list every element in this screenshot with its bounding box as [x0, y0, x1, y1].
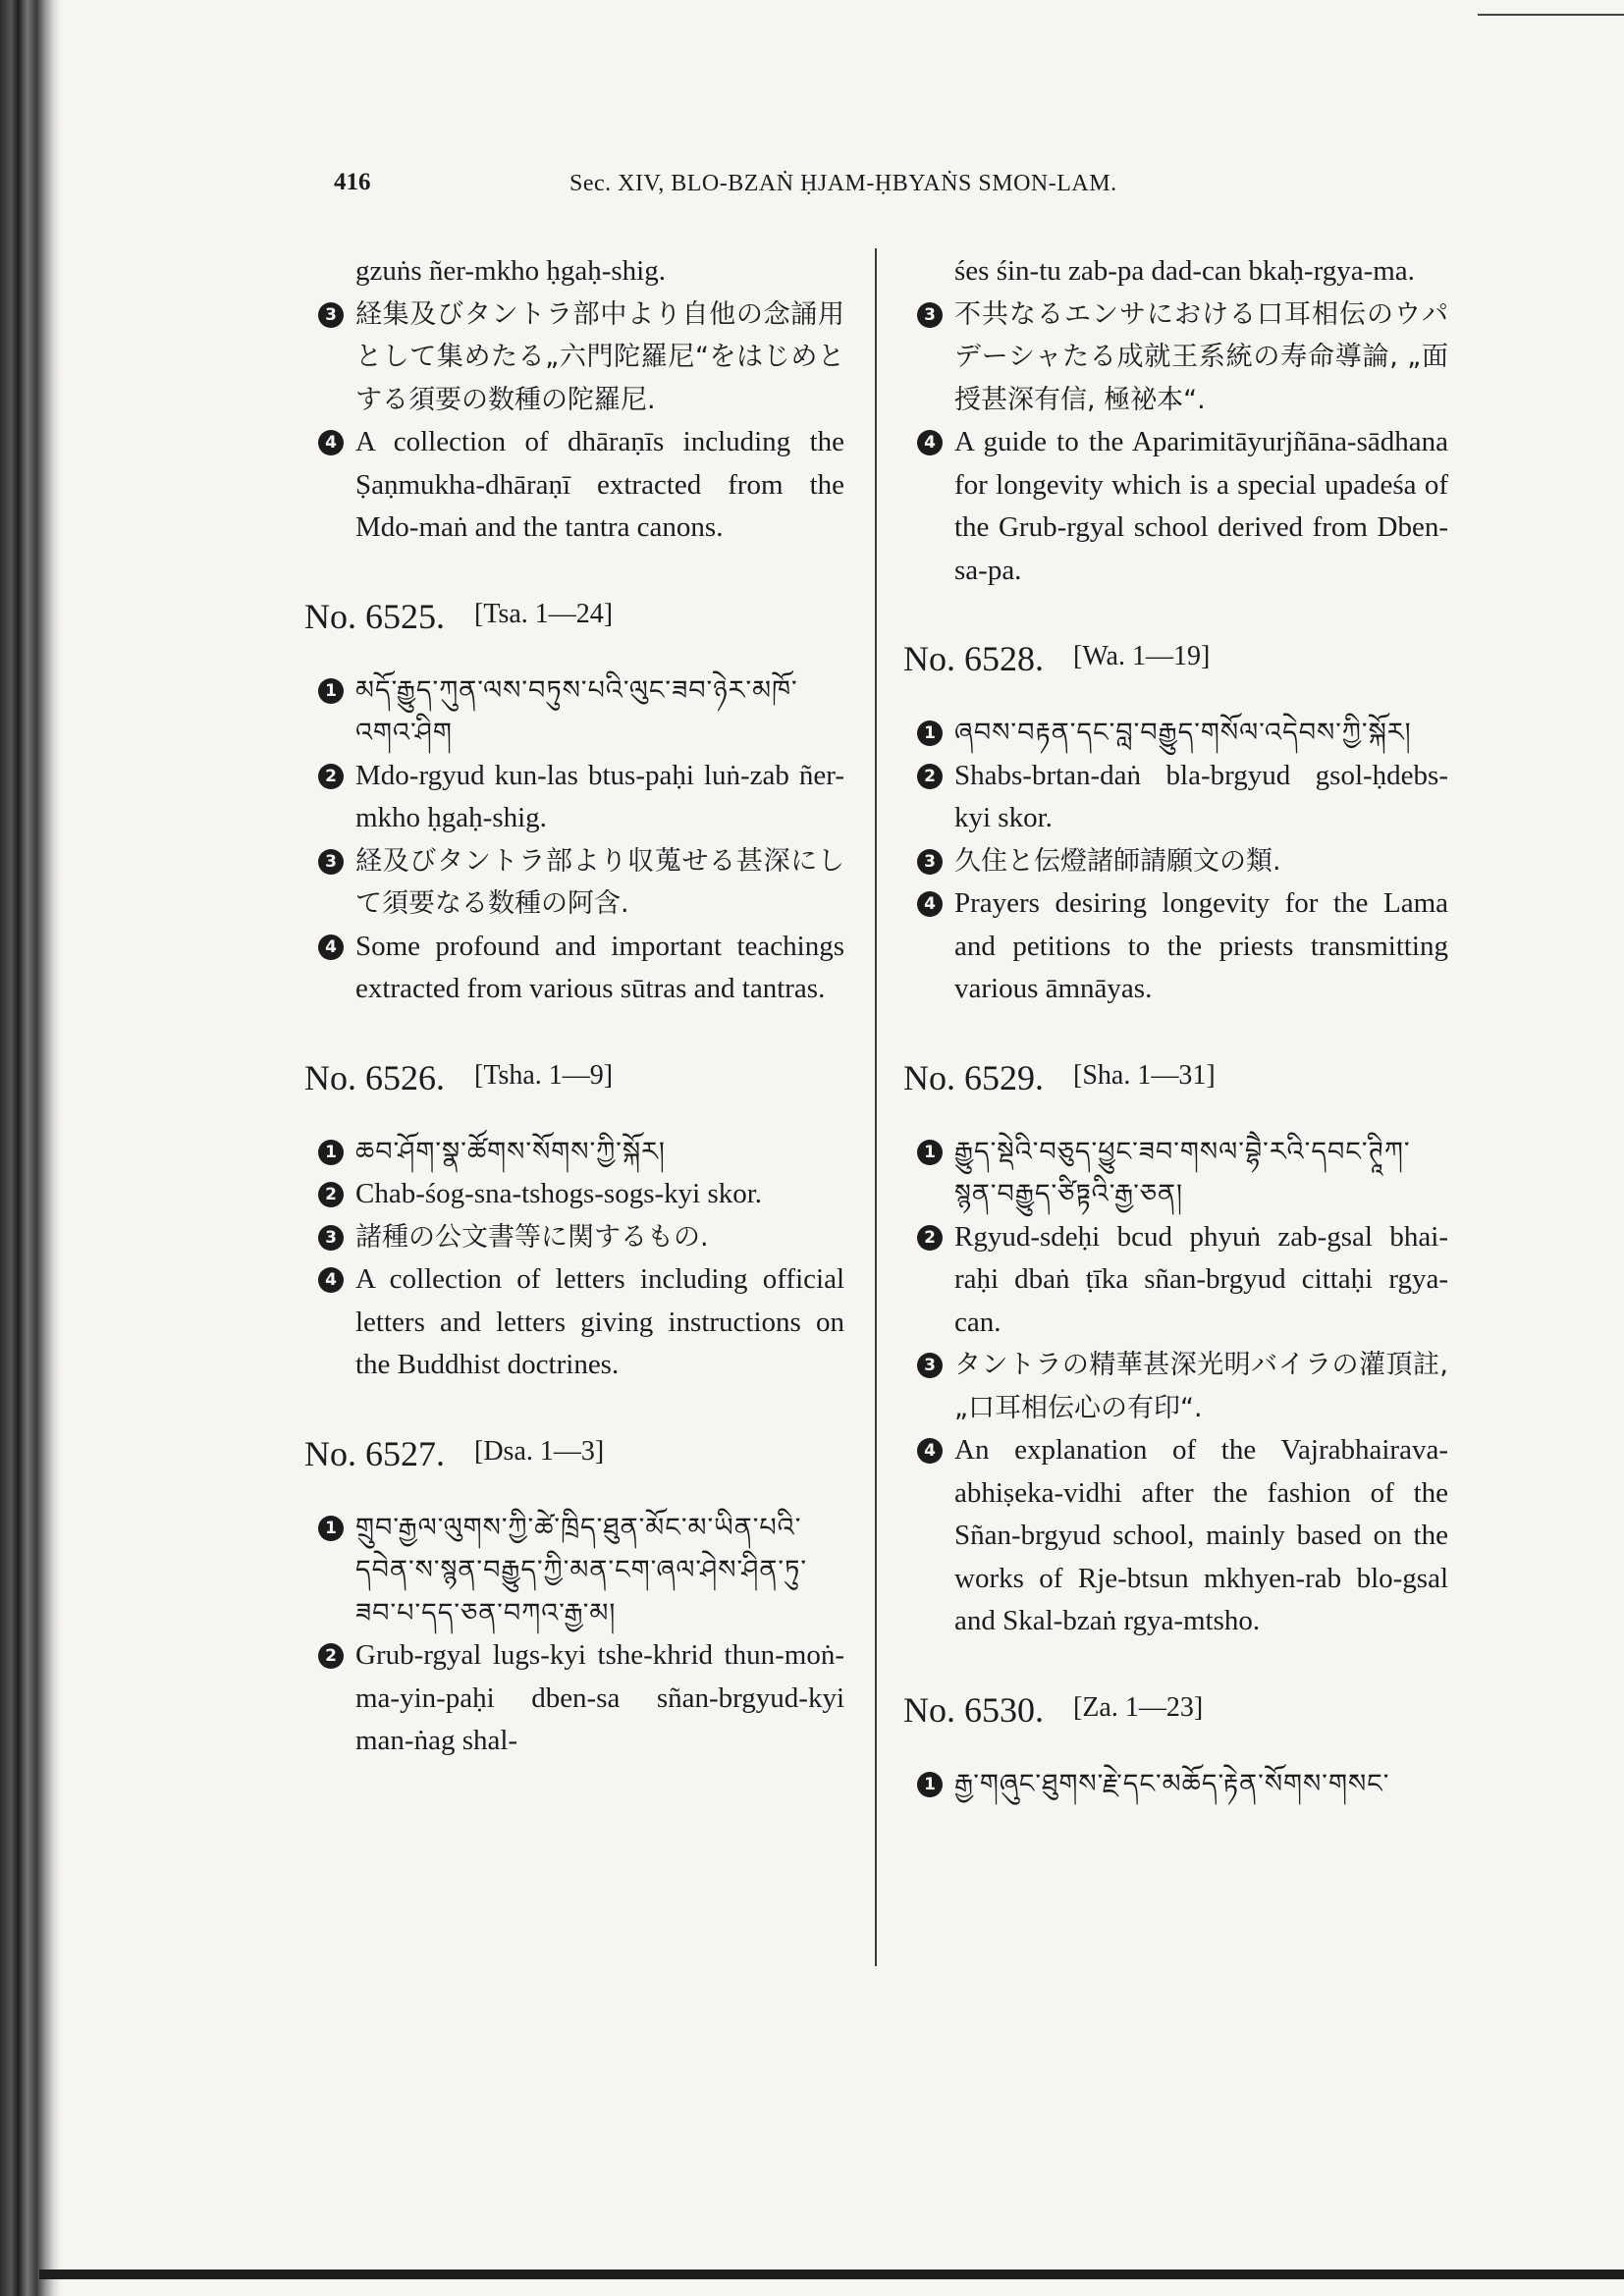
entry-item-4 [304, 421, 844, 550]
circled-number-3: 3 [318, 302, 344, 328]
entry-item-2 [903, 1216, 1448, 1345]
circled-number-3: 3 [917, 849, 943, 875]
entry-number: No. 6529. [903, 1057, 1044, 1097]
entry-item-4 [903, 421, 1448, 592]
page-number: 416 [334, 169, 371, 195]
entry-item-1 [304, 1131, 844, 1174]
circled-number-2: 2 [318, 1182, 344, 1207]
entry-item-3 [903, 840, 1448, 883]
circled-number-4: 4 [917, 430, 943, 455]
entry-item-2 [304, 1173, 844, 1216]
entry-number: No. 6527. [304, 1433, 445, 1473]
circled-number-3: 3 [318, 849, 344, 875]
entry-number: No. 6530. [903, 1689, 1044, 1730]
text: Rgyud-sdeḥi bcud phyuṅ zab-gsal bhai-raḥi dbaṅ ṭīka sñan-brgyud cittaḥi rgya-can. [954, 1220, 1448, 1338]
entry-heading [903, 633, 1448, 682]
circled-number-2: 2 [318, 764, 344, 789]
text: A guide to the Aparimitāyurjñāna-sādhana for longevity which is a special upadeśa of the Grub-rgyal school derived from Dben-sa-pa. [954, 426, 1448, 586]
text: Prayers desiring longevity for the Lama and petitions to the priests transmitting various āmnāyas. [954, 887, 1448, 1004]
circled-number-1: 1 [917, 721, 943, 746]
entry-number: No. 6526. [304, 1057, 445, 1097]
book-spine-shadow [0, 0, 61, 2296]
entry-item-1 [304, 1507, 844, 1635]
tibetan-title: རྒྱུད་སྡེའི་བཅུད་ཕྱུང་ཟབ་གསལ་བྷཻ་རའི་དབང་ཊཱིཀ་སྙན་བརྒྱུད་ཙིཏྟའི་རྒྱ་ཅན། [954, 1136, 1411, 1209]
folio-reference: [Za. 1—23] [1073, 1691, 1204, 1723]
circled-number-1: 1 [318, 1516, 344, 1541]
right-column [903, 250, 1448, 1805]
entry-item-3 [304, 294, 844, 422]
entry-item-2 [903, 755, 1448, 840]
circled-number-4: 4 [917, 891, 943, 917]
page-header [0, 169, 1624, 208]
bottom-scan-edge [39, 2269, 1624, 2279]
entry-item-2 [304, 1634, 844, 1763]
circled-number-3: 3 [318, 1225, 344, 1251]
folio-reference: [Tsha. 1—9] [474, 1059, 614, 1091]
tibetan-title: ཞབས་བརྟན་དང་བླ་བརྒྱུད་གསོལ་འདེབས་ཀྱི་སྐོར། [954, 718, 1412, 748]
japanese-translation: 不共なるエンサにおける口耳相伝のウパデーシャたる成就王系統の寿命導論, „面授甚深有信, 極祕本“. [954, 298, 1448, 415]
entry-heading [903, 1684, 1448, 1734]
folio-reference: [Wa. 1—19] [1073, 641, 1211, 671]
text: Chab-śog-sna-tshogs-sogs-kyi skor. [355, 1178, 763, 1209]
circled-number-4: 4 [318, 430, 344, 455]
folio-reference: [Dsa. 1—3] [474, 1435, 605, 1467]
entry-heading [304, 1052, 844, 1101]
japanese-translation: 久住と伝燈諸師請願文の類. [954, 845, 1281, 877]
circled-number-1: 1 [318, 1140, 344, 1165]
circled-number-1: 1 [318, 678, 344, 704]
tibetan-title: གྲུབ་རྒྱལ་ལུགས་ཀྱི་ཚེ་ཁྲིད་ཐུན་མོང་མ་ཡིན་པའི་དབེན་ས་སྙན་བརྒྱུད་ཀྱི་མན་ངག་ཞལ་ཤེས་ཤིན་ཏུ་ཟབ་པ་དད་ཅན་བཀའ་རྒྱ་མ། [355, 1512, 808, 1629]
entry-item-3 [903, 294, 1448, 422]
circled-number-2: 2 [917, 764, 943, 789]
entry-item-4 [304, 1258, 844, 1387]
entry-number: No. 6528. [903, 639, 1044, 678]
entry-heading [903, 1052, 1448, 1101]
running-head: Sec. XIV, BLO-BZAṄ ḤJAM-ḤBYAṄS SMON-LAM. [569, 171, 1117, 196]
entry-number: No. 6525. [304, 596, 445, 636]
circled-number-4: 4 [917, 1438, 943, 1464]
entry-item-1 [903, 712, 1448, 755]
text: A collection of dhāraṇīs including the Ṣaṇmukha-dhāraṇī extracted from the Mdo-maṅ and the tantra canons. [355, 426, 844, 543]
text: Mdo-rgyud kun-las btus-paḥi luṅ-zab ñer-mkho ḥgaḥ-shig. [355, 759, 844, 833]
tibetan-title: རྒྱ་གཞུང་ཐུགས་རྗེ་དང་མཆོད་རྟེན་སོགས་གསང་ [954, 1768, 1390, 1799]
japanese-translation: 経集及びタントラ部中より自他の念誦用として集めたる„六門陀羅尼“をはじめとする須要の数種の陀羅尼. [355, 298, 844, 415]
entry-heading [304, 591, 844, 640]
text: śes śin-tu zab-pa dad-can bkaḥ-rgya-ma. [954, 255, 1415, 287]
column-divider [875, 248, 877, 1966]
entry-item-1 [903, 1763, 1448, 1806]
entry-heading [304, 1428, 844, 1477]
text: Some profound and important teachings extracted from various sūtras and tantras. [355, 930, 844, 1004]
japanese-translation: タントラの精華甚深光明バイラの灌頂註, „口耳相伝心の有印“. [954, 1350, 1448, 1423]
folio-reference: [Sha. 1—31] [1073, 1059, 1216, 1091]
entry-item-3 [304, 1216, 844, 1259]
text: An explanation of the Vajrabhairava-abhiṣeka-vidhi after the fashion of the Sñan-brgyud school, mainly based on the works of Rje-btsun mkhyen-rab blo-gsal and Skal-bzaṅ rgya-mtsho. [954, 1434, 1448, 1636]
tibetan-title: ཆབ་ཤོག་སྣ་ཚོགས་སོགས་ཀྱི་སྐོར། [355, 1136, 666, 1167]
circled-number-1: 1 [917, 1140, 943, 1165]
folio-reference: [Tsa. 1—24] [474, 598, 614, 629]
circled-number-3: 3 [917, 1353, 943, 1378]
text: gzuṅs ñer-mkho ḥgaḥ-shig. [355, 255, 666, 287]
circled-number-3: 3 [917, 302, 943, 328]
text: Grub-rgyal lugs-kyi tshe-khrid thun-moṅ-ma-yin-paḥi dben-sa sñan-brgyud-kyi man-ṅag shal- [355, 1639, 844, 1756]
entry-item-1 [304, 669, 844, 755]
left-column [304, 250, 844, 1763]
entry-item-4 [903, 882, 1448, 1011]
circled-number-1: 1 [917, 1772, 943, 1797]
entry-item-2 [304, 755, 844, 840]
continuation-text [903, 250, 1448, 294]
entry-item-3 [903, 1344, 1448, 1429]
entry-item-3 [304, 840, 844, 926]
japanese-translation: 諸種の公文書等に関するもの. [355, 1221, 709, 1253]
text: Shabs-brtan-daṅ bla-brgyud gsol-ḥdebs-kyi skor. [954, 759, 1448, 833]
entry-item-1 [903, 1131, 1448, 1216]
circled-number-2: 2 [917, 1225, 943, 1251]
japanese-translation: 経及びタントラ部より収蒐せる甚深にして須要なる数種の阿含. [355, 845, 844, 919]
text: A collection of letters including official letters and letters giving instructions on the Buddhist doctrines. [355, 1263, 844, 1380]
continuation-text [304, 250, 844, 294]
top-rule [1478, 14, 1624, 16]
entry-item-4 [304, 926, 844, 1011]
circled-number-4: 4 [318, 1267, 344, 1293]
entry-item-4 [903, 1429, 1448, 1643]
circled-number-4: 4 [318, 934, 344, 960]
circled-number-2: 2 [318, 1643, 344, 1669]
tibetan-title: མདོ་རྒྱུད་ཀུན་ལས་བཏུས་པའི་ལུང་ཟབ་ཉེར་མཁོ་འགའ་ཤིག [355, 674, 798, 748]
